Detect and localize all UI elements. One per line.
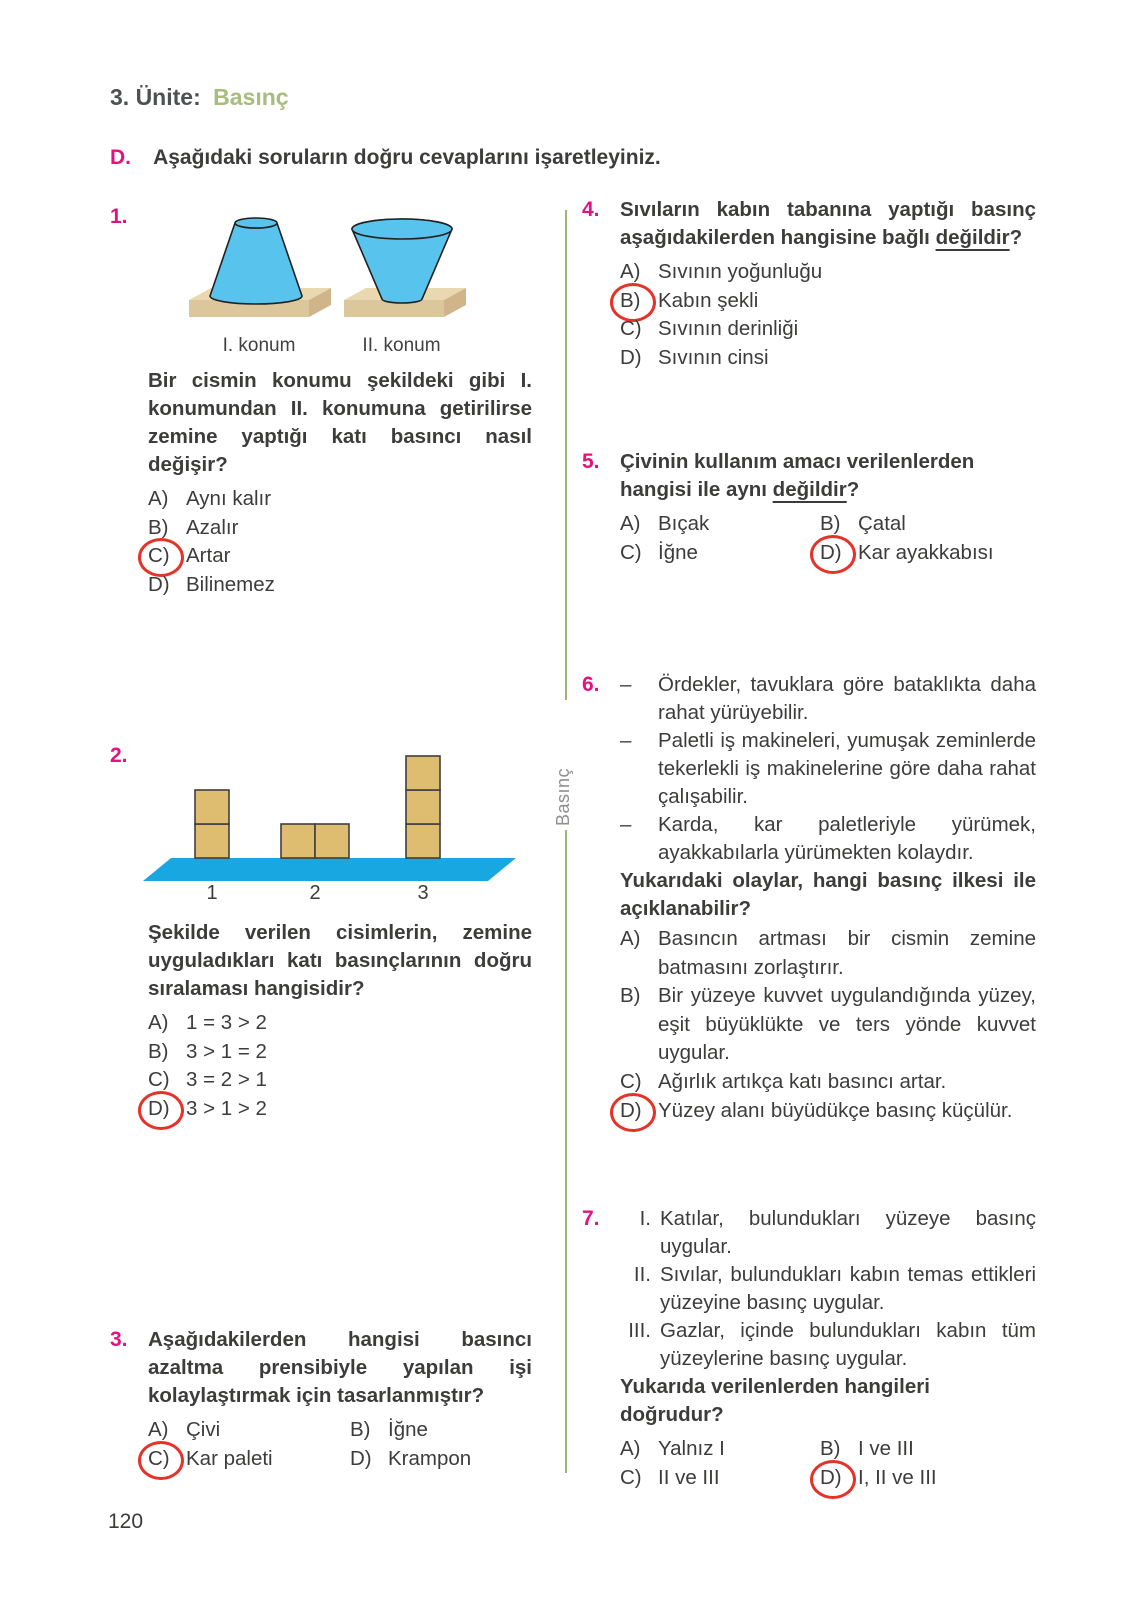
question-7-item-2 [620, 1261, 1036, 1317]
stem-text: ? [1009, 226, 1023, 249]
option-text: İğne [388, 1418, 428, 1441]
question-5-number: 5. [582, 450, 600, 473]
side-tab-label: Basınç [553, 767, 573, 826]
option-letter: A) [620, 1437, 641, 1460]
question-6-bullet-1 [620, 671, 1036, 727]
option-text: Ağırlık artıkça katı basıncı artar. [658, 1069, 947, 1093]
option-letter: A) [148, 1011, 169, 1034]
question-1-option-d [148, 571, 532, 600]
question-3-option-b [350, 1416, 532, 1445]
option-text: Bilinemez [186, 572, 275, 596]
ground-plane [143, 858, 516, 881]
dash-marker: – [620, 813, 632, 836]
question-3-number: 3. [110, 1328, 128, 1351]
block-group-2 [281, 824, 349, 858]
option-text: Çivi [186, 1418, 221, 1441]
question-2-option-a [148, 1009, 532, 1038]
question-6-option-c [620, 1068, 1036, 1097]
question-2 [110, 742, 532, 1123]
cone-upright-top-face [235, 218, 277, 228]
figure-caption-konum-2: II. konum [362, 335, 441, 356]
option-letter: C) [620, 1069, 642, 1093]
question-1-option-a [148, 485, 532, 514]
question-1-option-c [148, 542, 532, 571]
option-letter: D) [350, 1446, 372, 1470]
option-letter: B) [820, 1437, 841, 1460]
option-text: Sıvının yoğunluğu [658, 260, 823, 283]
question-7-option-c [620, 1464, 820, 1493]
question-4-option-d [620, 344, 1036, 373]
option-letter: A) [148, 1418, 169, 1441]
question-1-stem: Bir cismin konumu şekildeki gibi I. konumundan II. konumuna getirilirse zemine yaptığı katı basıncı nasıl değişir? [148, 369, 532, 476]
option-letter: D) [148, 572, 170, 596]
question-1-option-b [148, 514, 532, 543]
question-6-option-b [620, 982, 1036, 1068]
option-letter: C) [620, 317, 642, 341]
question-1 [110, 203, 532, 599]
question-5-option-b [820, 510, 1036, 539]
dash-marker: – [620, 673, 632, 696]
option-text: I ve III [858, 1437, 914, 1460]
question-7 [582, 1205, 1036, 1492]
option-text: 3 = 2 > 1 [186, 1068, 267, 1092]
section-instruction: Aşağıdaki soruların doğru cevaplarını işaretleyiniz. [153, 146, 661, 169]
option-text: Yüzey alanı büyüdükçe basınç küçülür. [658, 1098, 1013, 1122]
blocks-figure [126, 742, 524, 907]
question-6-bullet-3 [620, 811, 1036, 867]
question-7-stem: Yukarıda verilenlerden hangileri doğrudur? [620, 1375, 930, 1426]
cone-upright [210, 223, 302, 304]
question-7-item-3 [620, 1317, 1036, 1373]
section-instruction-line [110, 146, 661, 170]
question-4-number: 4. [582, 198, 600, 221]
question-2-stem: Şekilde verilen cisimlerin, zemine uyguladıkları katı basınçlarının doğru sıralaması hangisidir? [148, 921, 532, 1000]
option-letter: B) [350, 1418, 371, 1441]
option-text: Kar paleti [186, 1446, 273, 1470]
roman-numeral: I. [639, 1207, 651, 1230]
option-letter: C) [620, 1465, 642, 1489]
block-stack-3 [406, 756, 440, 858]
option-text: Çatal [858, 512, 906, 535]
bullet-text: Karda, kar paletleriyle yürümek, ayakkabılarla yürümekten kolaydır. [658, 813, 1036, 864]
group-label-2: 2 [309, 882, 321, 902]
option-text: Kar ayakkabısı [858, 540, 994, 564]
item-text: Gazlar, içinde bulundukları kabın tüm yüzeylerine basınç uygular. [660, 1319, 1036, 1370]
item-text: Sıvılar, bulundukları kabın temas ettikleri yüzeyine basınç uygular. [660, 1263, 1036, 1314]
option-text: 3 > 1 = 2 [186, 1039, 267, 1063]
question-5-option-d [820, 539, 1036, 568]
option-letter: A) [148, 487, 169, 510]
question-5-option-a [620, 510, 820, 539]
option-letter: B) [620, 984, 641, 1008]
option-text: Aynı kalır [186, 487, 272, 510]
group-label-1: 1 [206, 882, 218, 902]
option-letter: D) [620, 345, 642, 369]
option-text: Azalır [186, 515, 239, 539]
question-2-number: 2. [110, 744, 128, 767]
option-text: Krampon [388, 1446, 472, 1470]
cones-figure [184, 203, 469, 333]
question-5-option-c [620, 539, 820, 568]
question-3-option-c [148, 1445, 350, 1474]
question-6-number: 6. [582, 673, 600, 696]
question-7-item-1 [620, 1205, 1036, 1261]
unit-label: 3. Ünite: [110, 84, 201, 110]
block-stack-1 [195, 790, 229, 858]
roman-numeral: II. [633, 1263, 651, 1286]
section-letter: D. [110, 146, 131, 169]
option-letter: B) [148, 1039, 169, 1063]
option-text: Kabın şekli [658, 288, 759, 312]
question-6-stem: Yukarıdaki olaylar, hangi basınç ilkesi ile açıklanabilir? [620, 869, 1036, 920]
unit-header [110, 84, 289, 111]
option-text: Basıncın artması bir cismin zemine batmasını zorlaştırır. [658, 927, 1036, 979]
question-5-stem [620, 448, 1036, 504]
option-text: Yalnız I [658, 1437, 725, 1460]
dash-marker: – [620, 729, 632, 752]
answer-circle: C) [148, 1445, 186, 1474]
group-label-3: 3 [417, 882, 429, 902]
option-letter: B) [820, 512, 841, 535]
stem-text: Sıvıların kabın tabanına yaptığı basınç aşağıdakilerden hangisine bağlı [620, 198, 1036, 249]
question-7-option-b [820, 1435, 1036, 1464]
question-7-option-d [820, 1464, 1036, 1493]
stem-text: ? [846, 478, 860, 501]
question-3 [110, 1326, 532, 1473]
answer-circle: C) [148, 542, 186, 571]
unit-topic: Basınç [213, 84, 289, 110]
option-text: Artar [186, 544, 231, 568]
question-5 [582, 448, 1036, 567]
option-text: Bir yüzeye kuvvet uygulandığında yüzey, eşit büyüklükte ve ters yönde kuvvet uygular. [658, 984, 1036, 1065]
option-text: Bıçak [658, 512, 710, 535]
question-2-option-d [148, 1095, 532, 1124]
question-4-option-c [620, 315, 1036, 344]
option-letter: A) [620, 512, 641, 535]
option-letter: B) [148, 515, 169, 539]
question-7-option-a [620, 1435, 820, 1464]
option-letter: A) [620, 260, 641, 283]
question-4-option-a [620, 258, 1036, 287]
cone-inverted-top-face [352, 219, 452, 239]
question-6 [582, 671, 1036, 1125]
question-6-option-a [620, 925, 1036, 982]
question-3-option-a [148, 1416, 350, 1445]
option-letter: C) [620, 540, 642, 564]
question-2-option-c [148, 1066, 532, 1095]
blocks-figure-svg [126, 742, 524, 902]
option-text: 3 > 1 > 2 [186, 1096, 267, 1120]
stem-text: Çivinin kullanım amacı verilenlerden hangisi ile aynı [620, 450, 975, 501]
question-6-option-d [620, 1097, 1036, 1126]
bullet-text: Paletli iş makineleri, yumuşak zeminlerde tekerlekli iş makinelerine göre daha rahat çalışabilir. [658, 729, 1036, 808]
column-divider-top [565, 210, 567, 700]
option-text: 1 = 3 > 2 [186, 1011, 267, 1034]
cones-figure-svg [184, 203, 469, 328]
option-letter: A) [620, 927, 641, 950]
answer-circle: D) [148, 1095, 186, 1124]
question-3-stem: Aşağıdakilerden hangisi basıncı azaltma prensibiyle yapılan işi kolaylaştırmak için tasarlanmıştır? [148, 1328, 532, 1407]
bullet-text: Ördekler, tavuklara göre bataklıkta daha rahat yürüyebilir. [658, 673, 1036, 724]
item-text: Katılar, bulundukları yüzeye basınç uygular. [660, 1207, 1036, 1258]
answer-circle: D) [620, 1097, 658, 1126]
question-4 [582, 196, 1036, 372]
figure-caption-konum-1: I. konum [222, 335, 296, 356]
page-number: 120 [108, 1510, 144, 1533]
question-4-stem [620, 196, 1036, 252]
question-6-bullet-2 [620, 727, 1036, 811]
option-text: I, II ve III [858, 1465, 937, 1489]
question-2-option-b [148, 1038, 532, 1067]
option-letter: C) [148, 1068, 170, 1092]
answer-circle: D) [820, 539, 858, 568]
option-text: II ve III [658, 1465, 720, 1489]
roman-numeral: III. [628, 1319, 651, 1342]
answer-circle: D) [820, 1464, 858, 1493]
stem-underlined-word: değildir [935, 226, 1010, 249]
option-text: Sıvının derinliği [658, 317, 799, 341]
option-text: İğne [658, 540, 698, 564]
stem-underlined-word: değildir [772, 478, 847, 501]
column-divider-bottom [565, 830, 567, 1473]
question-3-option-d [350, 1445, 532, 1474]
answer-circle: B) [620, 287, 658, 316]
question-4-option-b [620, 287, 1036, 316]
option-text: Sıvının cinsi [658, 345, 769, 369]
question-7-number: 7. [582, 1207, 600, 1230]
question-1-number: 1. [110, 205, 128, 228]
